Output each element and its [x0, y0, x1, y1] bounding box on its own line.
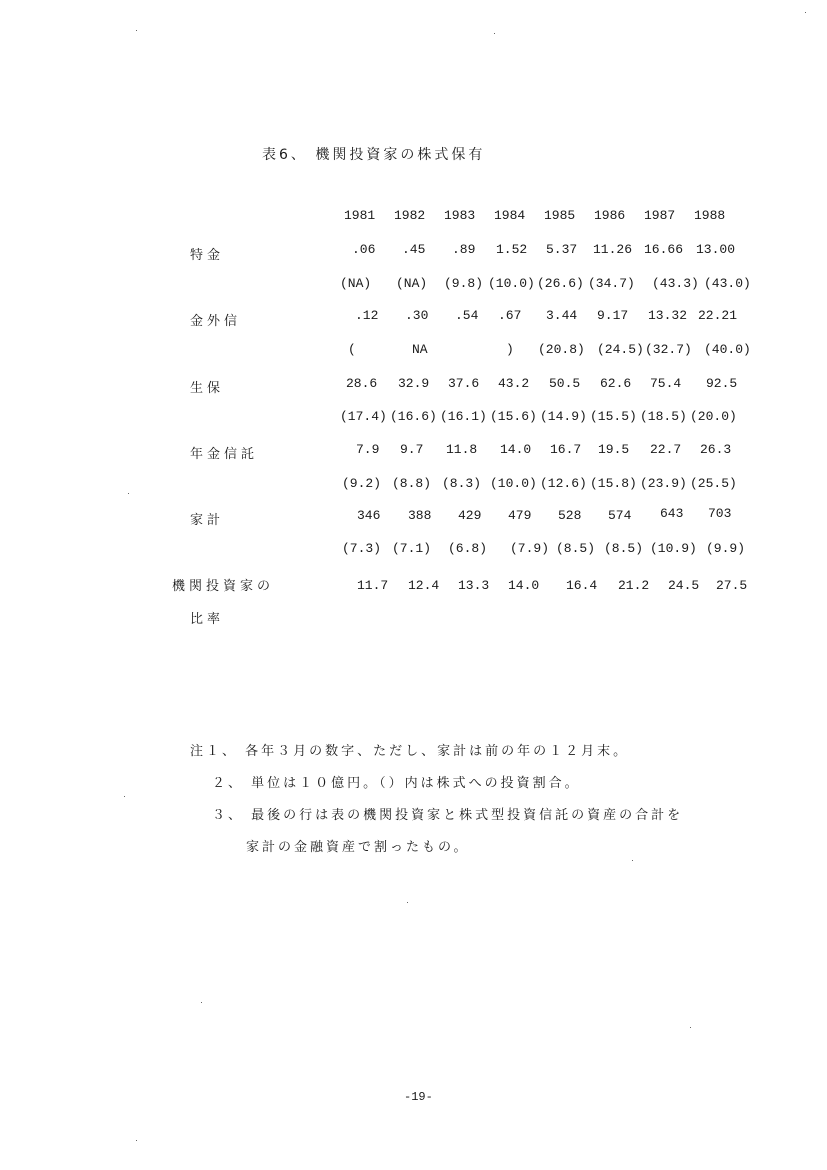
table-cell: (8.5) — [604, 541, 644, 556]
table-cell: 7.9 — [356, 442, 380, 457]
table-cell: (25.5) — [690, 476, 737, 491]
table-cell: (15.5) — [590, 409, 637, 424]
row-label-seiho: 生保 — [190, 381, 225, 396]
table-cell: 429 — [458, 508, 482, 523]
table-cell: 16.4 — [566, 578, 598, 593]
table-cell: .89 — [452, 242, 476, 257]
row-label-kakei: 家計 — [190, 513, 225, 528]
table-cell: (40.0) — [704, 342, 751, 357]
note-1: 注１、 各年３月の数字、ただし、家計は前の年の１２月末。 — [190, 744, 630, 759]
year-1987: 1987 — [644, 208, 676, 223]
scan-speck — [407, 902, 408, 903]
scan-speck — [124, 796, 125, 797]
table-cell: 9.7 — [400, 442, 424, 457]
table-cell: 528 — [558, 508, 582, 523]
table-cell: (15.6) — [490, 409, 537, 424]
table-cell: (7.1) — [392, 541, 432, 556]
note-2: ２、 単位は１０億円。（）内は株式への投資割合。 — [212, 776, 581, 791]
table-cell: .12 — [355, 308, 379, 323]
table-cell: (43.0) — [704, 276, 751, 291]
page-number: -19- — [404, 1090, 433, 1104]
table-cell: (17.4) — [340, 409, 387, 424]
year-1986: 1986 — [594, 208, 626, 223]
table-cell: 16.66 — [644, 242, 684, 257]
table-cell: 21.2 — [618, 578, 650, 593]
table-cell: 43.2 — [498, 376, 530, 391]
table-cell: 388 — [408, 508, 432, 523]
table-cell: (10.0) — [488, 276, 535, 291]
table-cell: (34.7) — [588, 276, 635, 291]
table-cell: (20.0) — [690, 409, 737, 424]
table-cell: (8.5) — [556, 541, 596, 556]
scan-speck — [128, 493, 129, 494]
year-1983: 1983 — [444, 208, 476, 223]
table-cell: (7.9) — [510, 541, 550, 556]
table-cell: (43.3) — [652, 276, 699, 291]
table-cell: 13.32 — [648, 308, 688, 323]
row-label-tokkin: 特金 — [190, 248, 225, 263]
table-cell: 13.00 — [696, 242, 736, 257]
row-label-ratio: 機関投資家の — [172, 579, 275, 594]
table-cell: 22.7 — [650, 442, 682, 457]
table-cell: 13.3 — [458, 578, 490, 593]
table-cell: 1.52 — [496, 242, 528, 257]
table-cell: 479 — [508, 508, 532, 523]
table-cell: (9.9) — [706, 541, 746, 556]
table-cell: 62.6 — [600, 376, 632, 391]
scan-speck — [632, 860, 633, 861]
note-3-continued: 家計の金融資産で割ったもの。 — [246, 840, 470, 855]
scan-speck — [494, 33, 495, 34]
table-cell: (10.9) — [650, 541, 697, 556]
year-1984: 1984 — [494, 208, 526, 223]
table-cell: 574 — [608, 508, 632, 523]
table-cell: (16.6) — [390, 409, 437, 424]
scan-speck — [201, 1002, 202, 1003]
table-cell: (32.7) — [645, 342, 692, 357]
table-cell: (9.2) — [342, 476, 382, 491]
table-cell: 26.3 — [700, 442, 732, 457]
table-cell: (6.8) — [448, 541, 488, 556]
table-cell: (7.3) — [342, 541, 382, 556]
year-1982: 1982 — [394, 208, 426, 223]
year-1981: 1981 — [344, 208, 376, 223]
table-cell: (15.8) — [590, 476, 637, 491]
table-cell: 11.26 — [593, 242, 633, 257]
scan-speck — [136, 30, 137, 31]
table-cell: 75.4 — [650, 376, 682, 391]
table-cell: 346 — [357, 508, 381, 523]
table-cell: .30 — [405, 308, 429, 323]
table-cell: 50.5 — [549, 376, 581, 391]
row-label-ratio-line2: 比率 — [190, 612, 225, 627]
scan-speck — [136, 1140, 137, 1141]
row-label-kingaishin: 金外信 — [190, 314, 242, 329]
table-cell: 9.17 — [597, 308, 629, 323]
table-cell: (12.6) — [540, 476, 587, 491]
table-cell: (23.9) — [640, 476, 687, 491]
table-cell: NA — [412, 342, 428, 357]
table-cell: ) — [506, 342, 514, 357]
table-cell: (NA) — [396, 276, 428, 291]
table-cell: 5.37 — [546, 242, 578, 257]
table-cell: 14.0 — [500, 442, 532, 457]
table-cell: (9.8) — [444, 276, 484, 291]
table-cell: (NA) — [340, 276, 372, 291]
table-cell: (18.5) — [640, 409, 687, 424]
table-cell: 92.5 — [706, 376, 738, 391]
table-cell: 11.8 — [446, 442, 478, 457]
year-1988: 1988 — [694, 208, 726, 223]
table-cell: 32.9 — [398, 376, 430, 391]
table-cell: (8.3) — [442, 476, 482, 491]
table-cell: 28.6 — [346, 376, 378, 391]
table-cell: 24.5 — [668, 578, 700, 593]
table-cell: (8.8) — [392, 476, 432, 491]
table-cell: .45 — [402, 242, 426, 257]
table-cell: 3.44 — [546, 308, 578, 323]
table-cell: (10.0) — [490, 476, 537, 491]
year-1985: 1985 — [544, 208, 576, 223]
table-cell: 22.21 — [698, 308, 738, 323]
table-cell: 27.5 — [716, 578, 748, 593]
note-3: ３、 最後の行は表の機関投資家と株式型投資信託の資産の合計を — [212, 808, 684, 823]
row-label-nenkin-shintaku: 年金信託 — [190, 447, 259, 462]
table-cell: 14.0 — [508, 578, 540, 593]
table-cell: (26.6) — [537, 276, 584, 291]
table-cell: .67 — [498, 308, 522, 323]
table-cell: 37.6 — [448, 376, 480, 391]
scan-speck — [690, 1027, 691, 1028]
table-cell: 11.7 — [357, 578, 389, 593]
table-cell: 12.4 — [408, 578, 440, 593]
table-cell: 16.7 — [550, 442, 582, 457]
table-cell: (20.8) — [538, 342, 585, 357]
table-title: 表6、 機関投資家の株式保有 — [262, 147, 486, 163]
table-cell: 643 — [660, 506, 684, 521]
table-cell: (16.1) — [440, 409, 487, 424]
table-cell: .06 — [352, 242, 376, 257]
table-cell: 703 — [708, 506, 732, 521]
table-cell: .54 — [455, 308, 479, 323]
table-cell: 19.5 — [598, 442, 630, 457]
table-cell: (14.9) — [540, 409, 587, 424]
table-cell: (24.5) — [597, 342, 644, 357]
scan-speck — [805, 12, 806, 13]
table-cell: ( — [348, 342, 356, 357]
